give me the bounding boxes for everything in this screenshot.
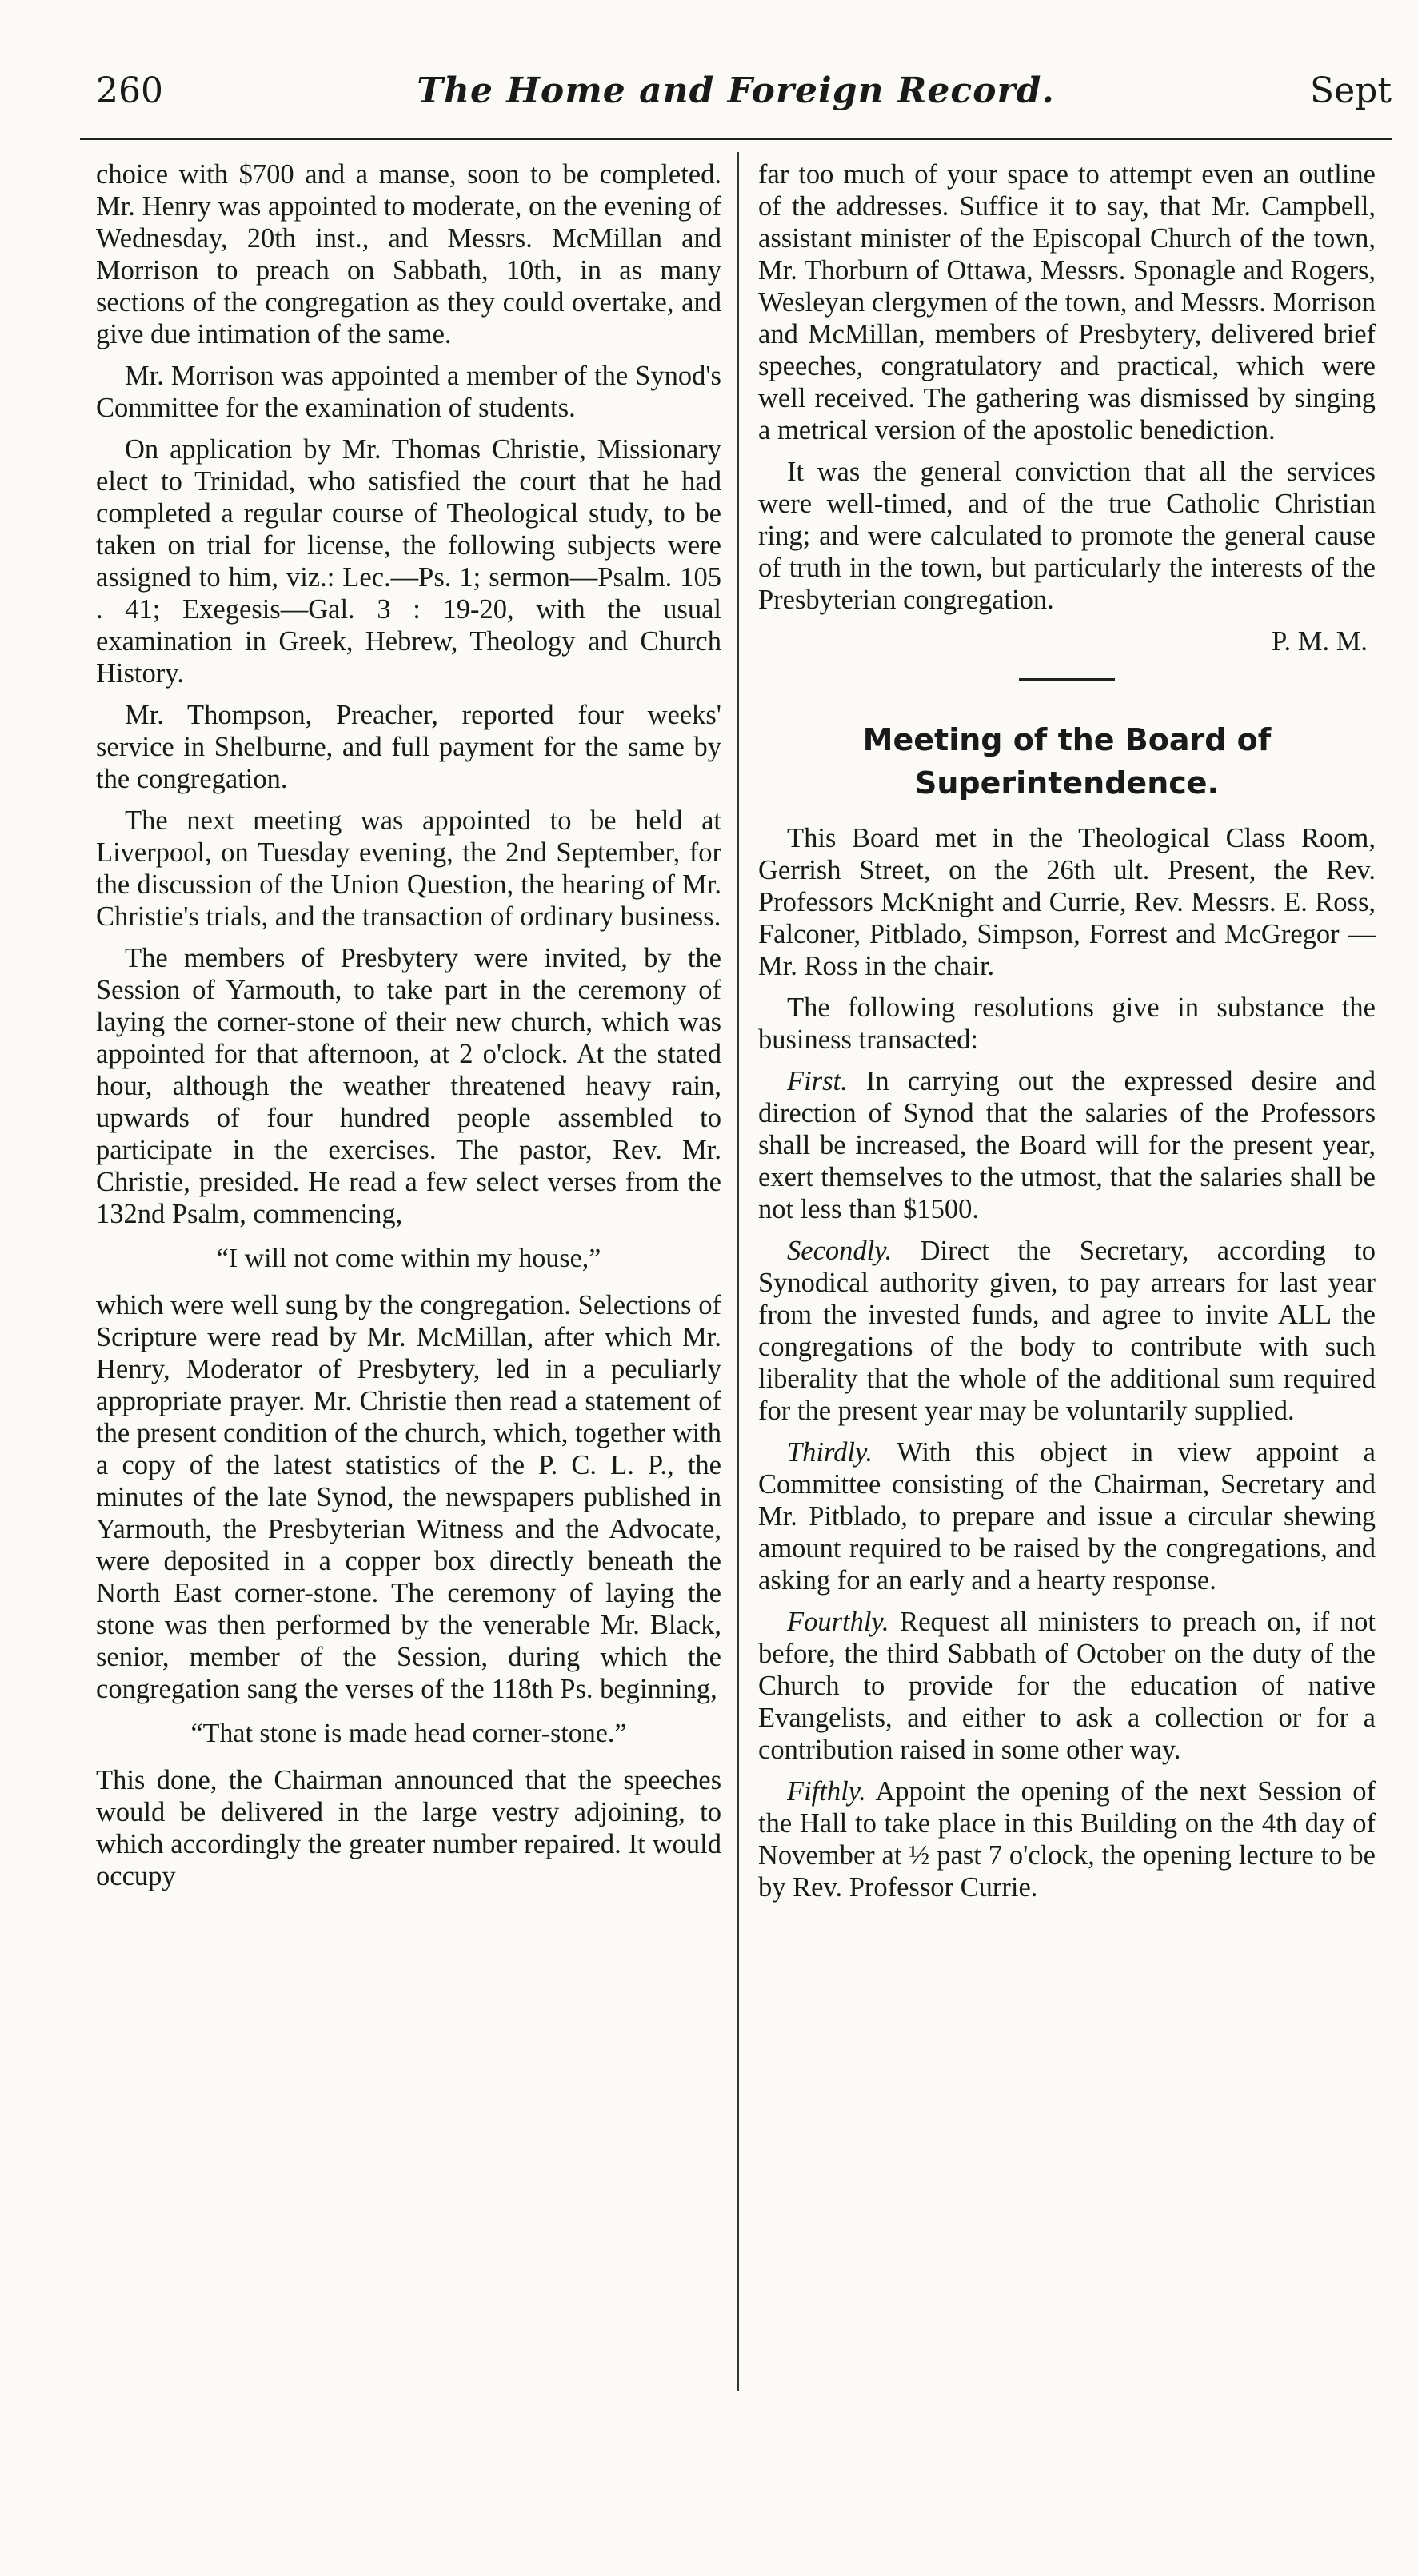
resolution-text: Direct the Secretary, according to Synodical authority given, to pay arrears for last year from the invested funds, and agree to invite ALL the congregations of the body to contribute with such liberality that the whole of the additional sum required for the present year may be voluntarily supplied. bbox=[758, 1236, 1376, 1426]
running-title: The Home and Foreign Record. bbox=[417, 70, 1055, 111]
hymn-quote: “That stone is made head corner-stone.” bbox=[190, 1719, 627, 1748]
right-column bbox=[758, 158, 1376, 1913]
resolution-text: Request all ministers to preach on, if not before, the third Sabbath of October on the duty of the Church to provide for the education of native Evangelists, and either to ask a collection or for a contribution raised in some other way. bbox=[758, 1607, 1376, 1765]
resolution-text: In carrying out the expressed desire and direction of Synod that the salaries of the Professors shall be increased, the Board will for the present year, exert themselves to the utmost, that the salaries shall be not less than $1500. bbox=[758, 1066, 1376, 1224]
resolution-text: Appoint the opening of the next Session of the Hall to take place in this Building on the 4th day of November at ½ past 7 o'clock, the opening lecture to be by Rev. Professor Currie. bbox=[758, 1776, 1376, 1903]
header-rule bbox=[80, 138, 1392, 140]
paragraph: choice with $700 and a manse, soon to be completed. Mr. Henry was appointed to moderate, on the evening of Wednesday, 20th inst., and Messrs. McMillan and Morrison to preach on Sabbath, 10th, in as many sections of the congregation as they could overtake, and give due intimation of the same. bbox=[96, 159, 721, 349]
section-title: Meeting of the Board of Superintendence. bbox=[862, 722, 1272, 801]
paragraph: On application by Mr. Thomas Christie, Missionary elect to Trinidad, who satisfied the court that he had completed a regular course of Theological study, to be taken on trial for license, the following subjects were assigned to him, viz.: Lec.—Ps. 1; sermon—Psalm. 105 . 41; Exegesis—Gal. 3 : 19-20, with the usual examination in Greek, Hebrew, Theology and Church History. bbox=[96, 434, 721, 689]
resolution-label: Fourthly. bbox=[787, 1607, 889, 1637]
resolution bbox=[758, 1775, 1376, 1903]
left-column bbox=[96, 158, 721, 1902]
page-header bbox=[80, 70, 1392, 126]
paragraph: The next meeting was appointed to be held at Liverpool, on Tuesday evening, the 2nd September, for the discussion of the Union Question, the hearing of Mr. Christie's trials, and the transaction of ordinary business. bbox=[96, 805, 721, 932]
author-signature: P. M. M. bbox=[1272, 626, 1368, 657]
resolution bbox=[758, 1065, 1376, 1225]
paragraph: The following resolutions give in substance the business transacted: bbox=[758, 992, 1376, 1055]
paragraph: which were well sung by the congregation. Selections of Scripture were read by Mr. McMillan, after which Mr. Henry, Moderator of Presbytery, led in a peculiarly appropriate prayer. Mr. Christie then read a statement of the present condition of the church, which, together with a copy of the latest statistics of the P. C. L. P., the minutes of the late Synod, the newspapers published in Yarmouth, the Presbyterian Witness and the Advocate, were deposited in a copper box directly beneath the North East corner-stone. The ceremony of laying the stone was then performed by the venerable Mr. Black, senior, member of the Session, during which the congregation sang the verses of the 118th Ps. beginning, bbox=[96, 1290, 721, 1704]
resolution-text: With this object in view appoint a Committee consisting of the Chairman, Secretary and Mr. Pitblado, to prepare and issue a circular shewing amount required to be raised by the congregations, and asking for an early and a hearty response. bbox=[758, 1437, 1376, 1596]
resolution-label: Thirdly. bbox=[787, 1437, 873, 1468]
resolution bbox=[758, 1606, 1376, 1766]
resolution bbox=[758, 1436, 1376, 1596]
paragraph: This done, the Chairman announced that the speeches would be delivered in the large vestry adjoining, to which accordingly the greater number repaired. It would occupy bbox=[96, 1765, 721, 1891]
paragraph: This Board met in the Theological Class Room, Gerrish Street, on the 26th ult. Present, the Rev. Professors McKnight and Currie, Rev. Messrs. E. Ross, Falconer, Pitblado, Simpson, Forrest and McGregor —Mr. Ross in the chair. bbox=[758, 823, 1376, 981]
paragraph: The members of Presbytery were invited, by the Session of Yarmouth, to take part in the ceremony of laying the corner-stone of their new church, which was appointed for that afternoon, at 2 o'clock. At the stated hour, although the weather threatened heavy rain, upwards of four hundred people assembled to participate in the exercises. The pastor, Rev. Mr. Christie, presided. He read a few select verses from the 132nd Psalm, commencing, bbox=[96, 943, 721, 1229]
resolution-label: Fifthly. bbox=[787, 1776, 866, 1807]
paragraph: Mr. Thompson, Preacher, reported four weeks' service in Shelburne, and full payment for the same by the congregation. bbox=[96, 700, 721, 794]
section-divider bbox=[1019, 678, 1115, 681]
page-number: 260 bbox=[96, 70, 163, 111]
hymn-quote: “I will not come within my house,” bbox=[216, 1244, 601, 1273]
paragraph: Mr. Morrison was appointed a member of the Synod's Committee for the examination of students. bbox=[96, 361, 721, 423]
running-month: Sept bbox=[1309, 70, 1392, 111]
paragraph: far too much of your space to attempt even an outline of the addresses. Suffice it to say, that Mr. Campbell, assistant minister of the Episcopal Church of the town, Mr. Thorburn of Ottawa, Messrs. Sponagle and Rogers, Wesleyan clergymen of the town, and Messrs. Morrison and McMillan, members of Presbytery, delivered brief speeches, congratulatory and practical, which were well received. The gathering was dismissed by singing a metrical version of the apostolic benediction. bbox=[758, 159, 1376, 445]
resolution-label: Secondly. bbox=[787, 1236, 893, 1266]
paragraph: It was the general conviction that all the services were well-timed, and of the true Catholic Christian ring; and were calculated to promote the general cause of truth in the town, but particularly the interests of the Presbyterian congregation. bbox=[758, 457, 1376, 615]
resolution bbox=[758, 1235, 1376, 1427]
resolution-label: First. bbox=[787, 1066, 848, 1096]
column-divider bbox=[737, 152, 739, 2391]
